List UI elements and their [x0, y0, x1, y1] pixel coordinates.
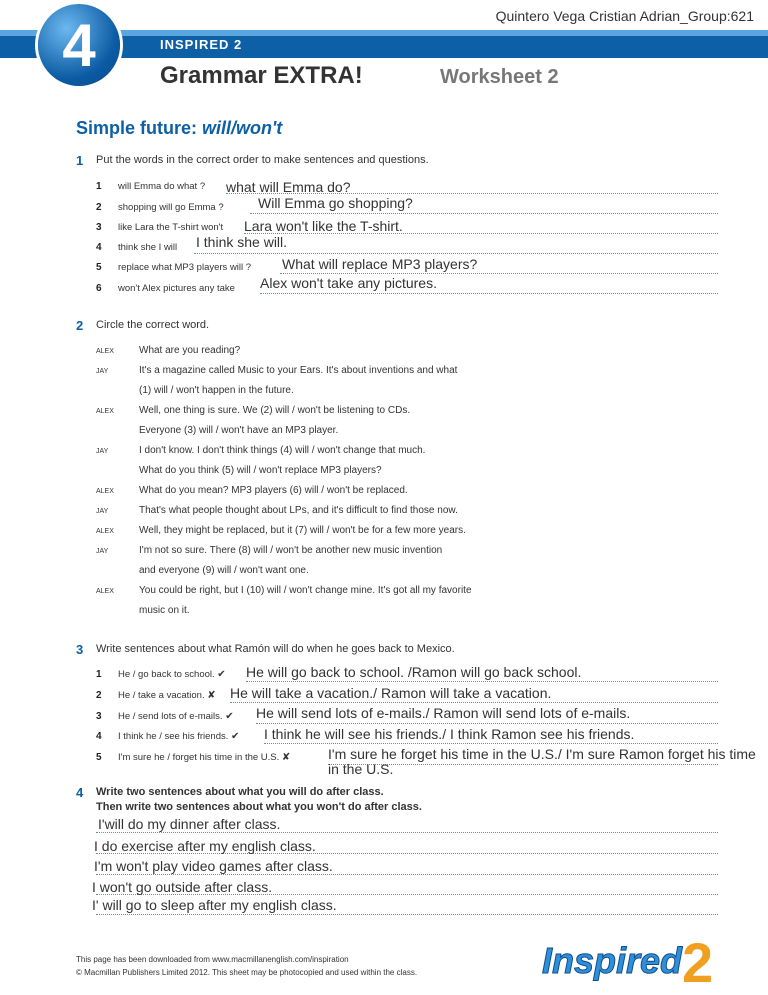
ex1-item-number: 5	[96, 262, 102, 273]
dialogue-line[interactable]: and everyone (9) will / won't want one.	[139, 565, 309, 576]
check-mark-icon: ✔	[225, 711, 234, 722]
ex3-prompt	[118, 731, 239, 742]
speaker-alex: ALEX	[96, 408, 114, 415]
exercise-1-number: 1	[76, 153, 84, 168]
ex3-item-number: 5	[96, 752, 102, 763]
exercise-1-instruction: Put the words in the correct order to make sentences and questions.	[96, 154, 429, 166]
exercise-4-instruction-1: Write two sentences about what you will do after class.	[96, 786, 384, 798]
ex3-prompt-text: I'm sure he / forget his time in the U.S.	[118, 752, 280, 763]
ex4-answer[interactable]: I'will do my dinner after class.	[98, 816, 281, 832]
ex3-prompt	[118, 752, 290, 763]
speaker-alex: ALEX	[96, 488, 114, 495]
ex1-prompt: shopping will go Emma ?	[118, 202, 224, 213]
exercise-4-number: 4	[76, 785, 84, 800]
exercise-4-instruction-2: Then write two sentences about what you won't do after class.	[96, 801, 422, 813]
ex1-item-number: 4	[96, 242, 102, 253]
logo-text: Inspired	[542, 940, 683, 981]
dialogue-line[interactable]: You could be right, but I (10) will / won't change mine. It's got all my favorite	[139, 585, 472, 596]
ex3-item-number: 1	[96, 669, 102, 680]
ex1-prompt: replace what MP3 players will ?	[118, 262, 252, 273]
answer-line	[96, 874, 718, 875]
ex1-item-number: 3	[96, 222, 102, 233]
ex1-prompt: like Lara the T-shirt won't	[118, 222, 224, 233]
dialogue-line[interactable]: Well, one thing is sure. We (2) will / won't be listening to CDs.	[139, 405, 411, 416]
ex3-answer[interactable]: He will send lots of e-mails./ Ramon will send lots of e-mails.	[256, 705, 631, 721]
ex1-prompt: think she I will	[118, 242, 178, 253]
check-mark-icon: ✔	[217, 669, 226, 680]
ex3-item-number: 2	[96, 690, 102, 701]
check-mark-icon: ✔	[231, 731, 240, 742]
answer-line	[250, 213, 718, 214]
ex3-prompt-text: He / take a vacation.	[118, 690, 205, 701]
ex1-answer[interactable]: Alex won't take any pictures.	[260, 275, 437, 291]
speaker-jay: JAY	[96, 508, 109, 515]
ex1-answer[interactable]: Lara won't like the T-shirt.	[244, 218, 403, 234]
answer-line	[194, 253, 718, 254]
ex3-answer[interactable]: He will take a vacation./ Ramon will take a vacation.	[230, 685, 552, 701]
ex1-answer[interactable]: I think she will.	[196, 234, 288, 250]
series-label: INSPIRED 2	[160, 37, 243, 52]
ex3-prompt-text: He / send lots of e-mails.	[118, 711, 223, 722]
exercise-3-instruction: Write sentences about what Ramón will do when he goes back to Mexico.	[96, 643, 455, 655]
unit-number-badge: 4	[38, 4, 120, 86]
cross-mark-icon: ✘	[281, 752, 291, 763]
section-title-emphasis: will/won't	[202, 118, 283, 138]
ex1-answer[interactable]: What will replace MP3 players?	[282, 256, 478, 272]
answer-line	[96, 832, 718, 833]
ex3-prompt	[118, 669, 226, 680]
dialogue-line: That's what people thought about LPs, and it's difficult to find those now.	[139, 505, 458, 516]
ex4-answer[interactable]: I'm won't play video games after class.	[94, 858, 333, 874]
ex3-prompt-text: He / go back to school.	[118, 669, 215, 680]
ex4-answer[interactable]: I' will go to sleep after my english class.	[92, 897, 337, 913]
worksheet-label: Worksheet 2	[440, 66, 559, 88]
dialogue-line: It's a magazine called Music to your Ears. It's about inventions and what	[139, 365, 458, 376]
ex3-prompt-text: I think he / see his friends.	[118, 731, 229, 742]
answer-line	[264, 743, 718, 744]
cross-mark-icon: ✘	[207, 690, 216, 701]
exercise-3-number: 3	[76, 642, 84, 657]
section-title-plain: Simple future:	[76, 118, 203, 138]
answer-line	[230, 702, 718, 703]
speaker-alex: ALEX	[96, 528, 114, 535]
ex3-item-number: 3	[96, 711, 102, 722]
ex4-answer[interactable]: I won't go outside after class.	[92, 879, 273, 895]
ex1-prompt: will Emma do what ?	[118, 181, 206, 192]
ex3-prompt	[118, 690, 216, 701]
ex1-answer[interactable]: what will Emma do?	[226, 179, 351, 195]
student-name: Quintero Vega Cristian Adrian_Group:621	[495, 8, 754, 24]
footer-download-note: This page has been downloaded from www.macmillanenglish.com/inspiration	[76, 955, 349, 964]
dialogue-line[interactable]: I'm not so sure. There (8) will / won't be another new music invention	[139, 545, 443, 556]
answer-line	[260, 293, 718, 294]
footer-copyright: © Macmillan Publishers Limited 2012. This sheet may be photocopied and used within the class.	[76, 968, 418, 977]
answer-line	[280, 273, 718, 274]
inspired-logo	[542, 931, 722, 994]
dialogue-line[interactable]: (1) will / won't happen in the future.	[139, 385, 294, 396]
ex3-item-number: 4	[96, 731, 102, 742]
dialogue-line[interactable]: I don't know. I don't think things (4) will / won't change that much.	[139, 445, 426, 456]
ex3-answer[interactable]: I'm sure he forget his time in the U.S./ I'm sure Ramon forget his time in the U.S.	[328, 746, 756, 777]
ex4-answer[interactable]: I do exercise after my english class.	[94, 838, 316, 854]
dialogue-line: What are you reading?	[139, 345, 241, 356]
dialogue-line[interactable]: What do you think (5) will / won't replace MP3 players?	[139, 465, 382, 476]
exercise-2-instruction: Circle the correct word.	[96, 319, 210, 331]
ex1-answer[interactable]: Will Emma go shopping?	[258, 195, 413, 211]
dialogue-line[interactable]: What do you mean? MP3 players (6) will / won't be replaced.	[139, 485, 408, 496]
section-title	[76, 118, 282, 139]
ex3-answer[interactable]: He will go back to school. /Ramon will go back school.	[246, 664, 582, 680]
ex3-prompt	[118, 711, 234, 722]
dialogue-line[interactable]: Well, they might be replaced, but it (7) will / won't be for a few more years.	[139, 525, 466, 536]
answer-line	[96, 914, 718, 915]
speaker-jay: JAY	[96, 448, 109, 455]
speaker-alex: ALEX	[96, 348, 114, 355]
speaker-alex: ALEX	[96, 588, 114, 595]
answer-line	[256, 723, 718, 724]
dialogue-line: music on it.	[139, 605, 190, 616]
ex3-answer[interactable]: I think he will see his friends./ I think Ramon see his friends.	[264, 726, 635, 742]
speaker-jay: JAY	[96, 548, 109, 555]
page-title: Grammar EXTRA!	[160, 62, 363, 89]
ex1-item-number: 1	[96, 181, 102, 192]
exercise-2-number: 2	[76, 318, 84, 333]
ex1-item-number: 2	[96, 202, 102, 213]
ex1-prompt: won't Alex pictures any take	[118, 283, 235, 294]
speaker-jay: JAY	[96, 368, 109, 375]
ex1-item-number: 6	[96, 283, 102, 294]
logo-number: 2	[682, 931, 714, 994]
dialogue-line[interactable]: Everyone (3) will / won't have an MP3 player.	[139, 425, 339, 436]
answer-line	[246, 681, 718, 682]
